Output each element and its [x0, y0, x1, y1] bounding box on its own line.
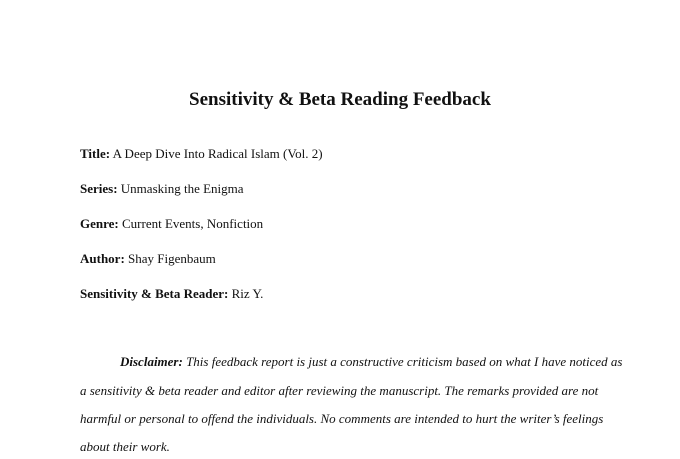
- disclaimer-line-3: harmful or personal to offend the individuals. No comments are intended to hurt the writer’s feelings: [80, 411, 604, 426]
- field-reader: [80, 286, 263, 302]
- disclaimer-text-1: This feedback report is just a constructive criticism based on what I have noticed as: [186, 354, 623, 369]
- field-series-label: Series:: [80, 181, 118, 196]
- field-author: [80, 251, 216, 267]
- field-reader-value: Riz Y.: [231, 286, 264, 301]
- field-title-label: Title:: [80, 146, 111, 161]
- disclaimer-label: Disclaimer:: [120, 354, 183, 369]
- disclaimer-line-1: [120, 354, 622, 370]
- field-author-value: Shay Figenbaum: [128, 251, 216, 266]
- field-title: [80, 146, 323, 162]
- field-reader-label: Sensitivity & Beta Reader:: [80, 286, 229, 301]
- field-genre-value: Current Events, Nonfiction: [122, 216, 264, 231]
- field-genre-label: Genre:: [80, 216, 119, 231]
- document-title: Sensitivity & Beta Reading Feedback: [189, 89, 491, 110]
- disclaimer-line-4: about their work.: [80, 439, 170, 454]
- field-author-label: Author:: [80, 251, 125, 266]
- field-series: [80, 181, 244, 197]
- field-title-value: A Deep Dive Into Radical Islam (Vol. 2): [112, 146, 323, 161]
- field-series-value: Unmasking the Enigma: [120, 181, 244, 196]
- disclaimer-line-2: a sensitivity & beta reader and editor after reviewing the manuscript. The remarks provided are not: [80, 383, 599, 398]
- field-genre: [80, 216, 263, 232]
